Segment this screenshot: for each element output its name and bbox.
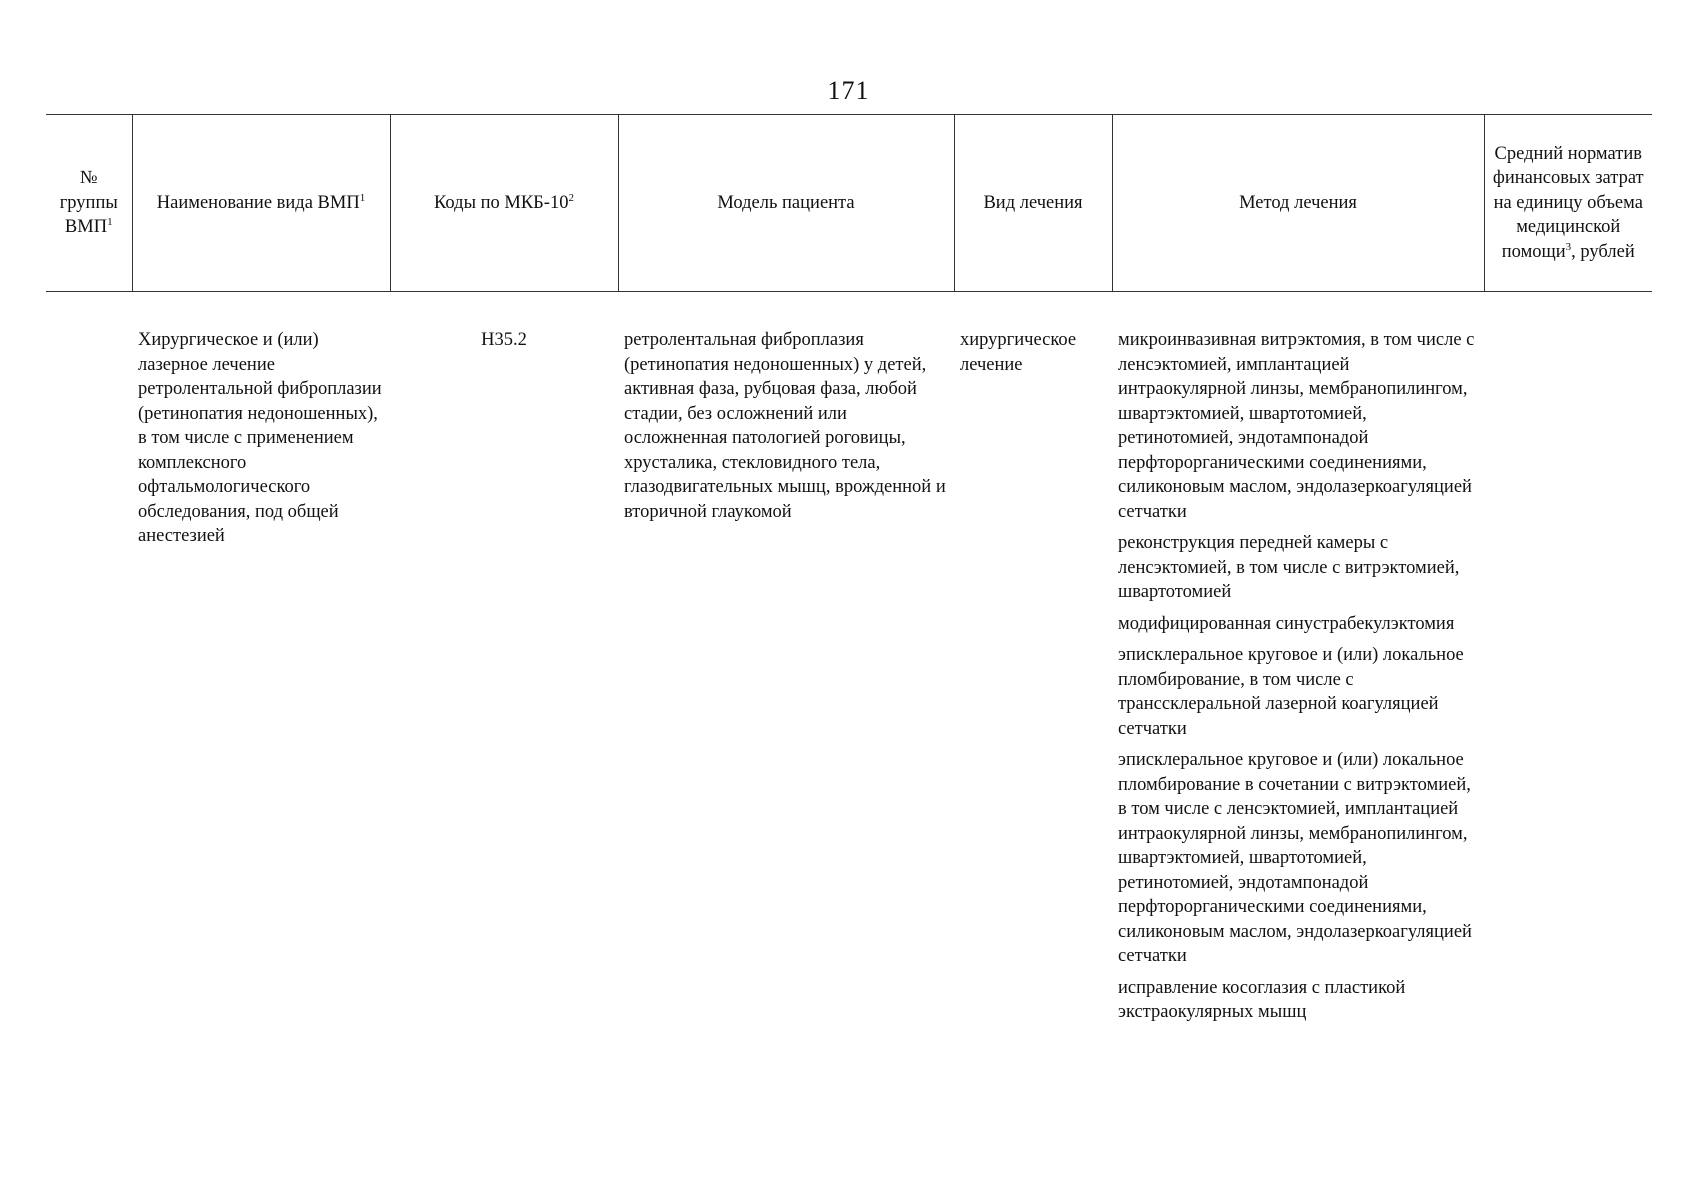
method-item: реконструкция передней камеры с ленсэктомией, в том числе с витрэктомией, швартотомией (1118, 533, 1460, 602)
cell-treatment-methods (1112, 292, 1484, 1032)
method-item: исправление косоглазия с пластикой экстраокулярных мышц (1118, 977, 1406, 1022)
table-row (46, 292, 1652, 1032)
method-item: модифицированная синустрабекулэктомия (1118, 613, 1455, 634)
cell-patient-model: ретролентальная фиброплазия (ретинопатия недоношенных) у детей, активная фаза, рубцовая фаза, любой стадии, без осложнений или осложненная патологией роговицы, хрусталика, стекловидного тела, глазодвигательных мышц, врожденной и вторичной глаукомой (624, 330, 946, 522)
page-number: 171 (827, 76, 870, 105)
cell-treatment-type: хирургическое лечение (960, 330, 1077, 375)
method-item: микроинвазивная витрэктомия, в том числе с ленсэктомией, имплантацией интраокулярной линзы, мембранопилингом, швартэктомией, швартотомией, ретинотомией, эндотампонадой перфторорганическими соединениями, силиконовым маслом, эндолазеркоагуляцией сетчатки (1118, 330, 1475, 522)
cell-group-no (46, 292, 132, 1032)
header-vmp-name: Наименование вида ВМП$^1$ (132, 115, 390, 292)
header-group-no: № группы ВМП$^1$ (46, 115, 132, 292)
header-treatment-method: Метод лечения (1112, 115, 1484, 292)
method-item: эписклеральное круговое и (или) локальное пломбирование в сочетании с витрэктомией, в том числе с ленсэктомией, имплантацией интраокулярной линзы, мембранопилингом, швартэктомией, швартотомией, ретинотомией, эндотампонадой перфторорганическими соединениями, силиконовым маслом, эндолазеркоагуляцией сетчатки (1118, 750, 1472, 966)
header-patient-model: Модель пациента (618, 115, 954, 292)
header-treatment-type: Вид лечения (954, 115, 1112, 292)
cell-icd-code: H35.2 (481, 330, 527, 350)
header-icd-codes: Коды по МКБ-$10^2$ (390, 115, 618, 292)
cell-avg-cost (1484, 292, 1652, 1032)
cell-vmp-name: Хирургическое и (или) лазерное лечение ретролентальной фиброплазии (ретинопатия недоношенных), в том числе с применением комплексного офтальмологического обследования, под общей анестезией (138, 330, 382, 546)
header-avg-cost: Средний норматив финансовых затрат на единицу объема медицинской помощи$^3$, рублей (1484, 115, 1652, 292)
vmp-table (46, 114, 1652, 1032)
table-header-row (46, 115, 1652, 292)
method-item: эписклеральное круговое и (или) локальное пломбирование, в том числе с транссклеральной лазерной коагуляцией сетчатки (1118, 645, 1464, 739)
